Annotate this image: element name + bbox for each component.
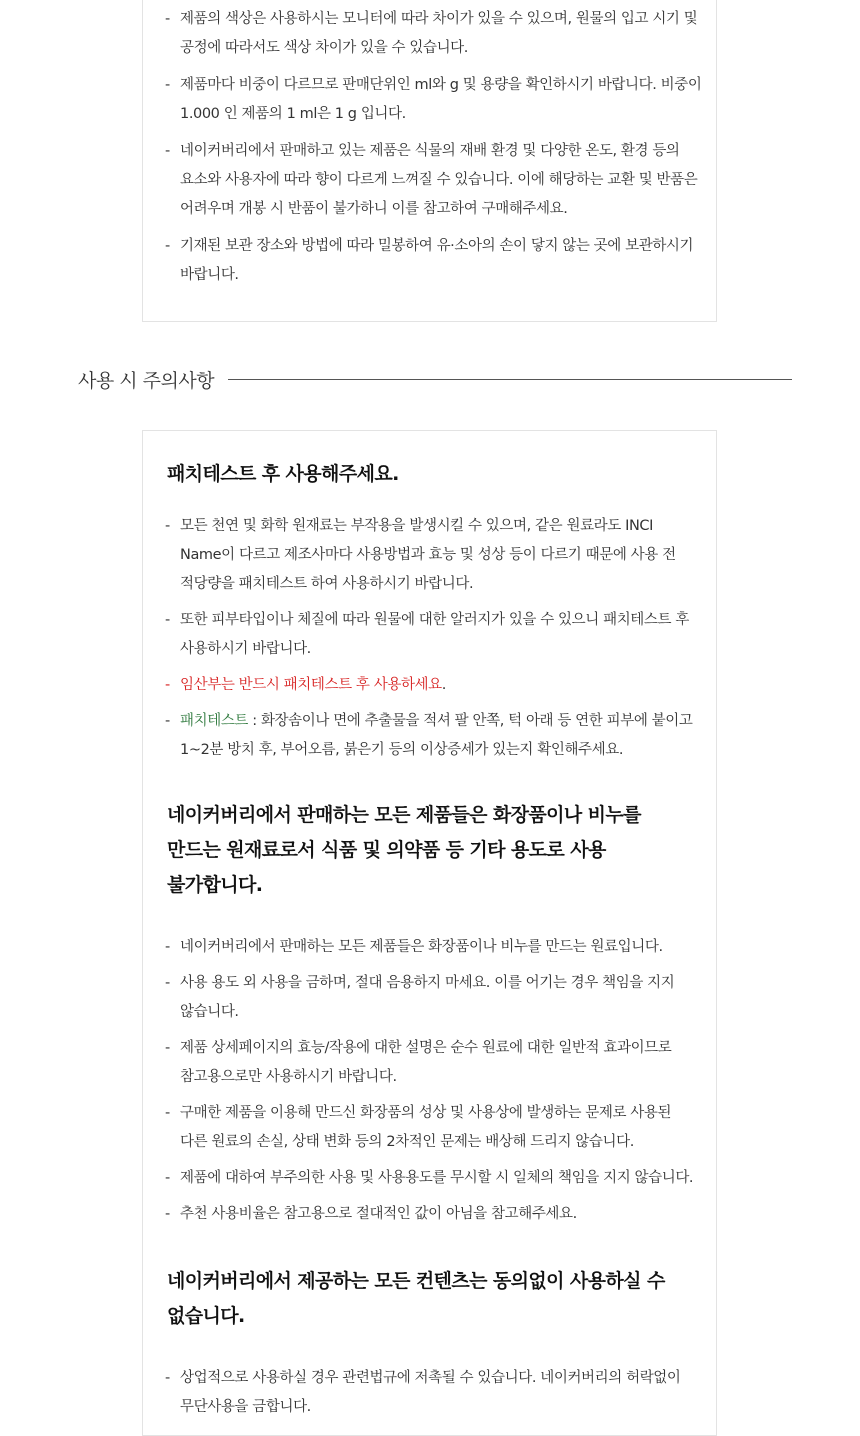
usage-restriction-heading: 네이커버리에서 판매하는 모든 제품들은 화장품이나 비누를 만드는 원재료로서 식품 및 의약품 등 기타 용도로 사용 불가합니다.: [167, 804, 641, 896]
usage-restriction-list: [143, 933, 716, 1229]
pregnant-warning-period: .: [441, 677, 446, 693]
patch-test-method-text: : 화장솜이나 면에 추출물을 적셔 팔 안쪽, 턱 아래 등 연한 피부에 붙이고 1~2분 방치 후, 부어오름, 붉은기 등의 이상증세가 있는지 확인해주세요.: [180, 713, 693, 758]
list-item: - 구매한 제품을 이용해 만드신 화장품의 성상 및 사용상에 발생하는 문제로 사용된 다른 원료의 손실, 상태 변화 등의 2차적인 문제는 배상해 드리지 않습니다.: [143, 1099, 716, 1157]
patch-test-method: [143, 707, 716, 765]
section-title-text: 사용 시 주의사항: [78, 369, 215, 392]
patch-test-method-label: 패치테스트: [180, 713, 249, 729]
list-item: - 기재된 보관 장소와 방법에 따라 밀봉하여 유·소아의 손이 닿지 않는 곳에 보관하시기 바랍니다.: [143, 232, 716, 290]
list-item: - 네이커버리에서 판매하는 모든 제품들은 화장품이나 비누를 만드는 원료입니다.: [143, 933, 716, 962]
list-item: - 상업적으로 사용하실 경우 관련법규에 저촉될 수 있습니다. 네이커버리의 허락없이 무단사용을 금합니다.: [143, 1364, 716, 1422]
content-copyright-heading: 네이커버리에서 제공하는 모든 컨텐츠는 동의없이 사용하실 수 없습니다.: [167, 1270, 665, 1327]
list-item: - 또한 피부타입이나 체질에 따라 원물에 대한 알러지가 있을 수 있으니 패치테스트 후 사용하시기 바랍니다.: [143, 606, 716, 664]
list-item: - 제품의 색상은 사용하시는 모니터에 따라 차이가 있을 수 있으며, 원물의 입고 시기 및 공정에 따라서도 색상 차이가 있을 수 있습니다.: [143, 5, 716, 63]
patch-test-list: [143, 512, 716, 765]
product-notice-box: [142, 0, 717, 322]
content-copyright-list: [143, 1364, 716, 1422]
list-item: - 제품 상세페이지의 효능/작용에 대한 설명은 순수 원료에 대한 일반적 효과이므로 참고용으로만 사용하시기 바랍니다.: [143, 1034, 716, 1092]
caution-box: [142, 430, 717, 1436]
product-notice-list: [143, 5, 716, 298]
list-item: - 추천 사용비율은 참고용으로 절대적인 값이 아님을 참고해주세요.: [143, 1200, 716, 1229]
list-item: - 모든 천연 및 화학 원재료는 부작용을 발생시킬 수 있으며, 같은 원료라도 INCI Name이 다르고 제조사마다 사용방법과 효능 및 성상 등이 다르기 때문에 사용 전 적당량을 패치테스트 하여 사용하시기 바랍니다.: [143, 512, 716, 599]
section-title: [78, 364, 792, 394]
list-item: - 네이커버리에서 판매하고 있는 제품은 식물의 재배 환경 및 다양한 온도, 환경 등의 요소와 사용자에 따라 향이 다르게 느껴질 수 있습니다. 이에 해당하는 교환 및 반품은 어려우며 개봉 시 반품이 불가하니 이를 참고하여 구매해주세요.: [143, 137, 716, 224]
patch-test-heading: 패치테스트 후 사용해주세요.: [167, 463, 399, 485]
pregnant-warning: [143, 671, 716, 700]
list-item: - 사용 용도 외 사용을 금하며, 절대 음용하지 마세요. 이를 어기는 경우 책임을 지지 않습니다.: [143, 969, 716, 1027]
pregnant-warning-text: 임산부는 반드시 패치테스트 후 사용하세요: [180, 677, 442, 693]
list-item: - 제품에 대하여 부주의한 사용 및 사용용도를 무시할 시 일체의 책임을 지지 않습니다.: [143, 1164, 716, 1193]
list-item: - 제품마다 비중이 다르므로 판매단위인 ml와 g 및 용량을 확인하시기 바랍니다. 비중이 1.000 인 제품의 1 ml은 1 g 입니다.: [143, 71, 716, 129]
section-title-divider: [228, 379, 792, 380]
